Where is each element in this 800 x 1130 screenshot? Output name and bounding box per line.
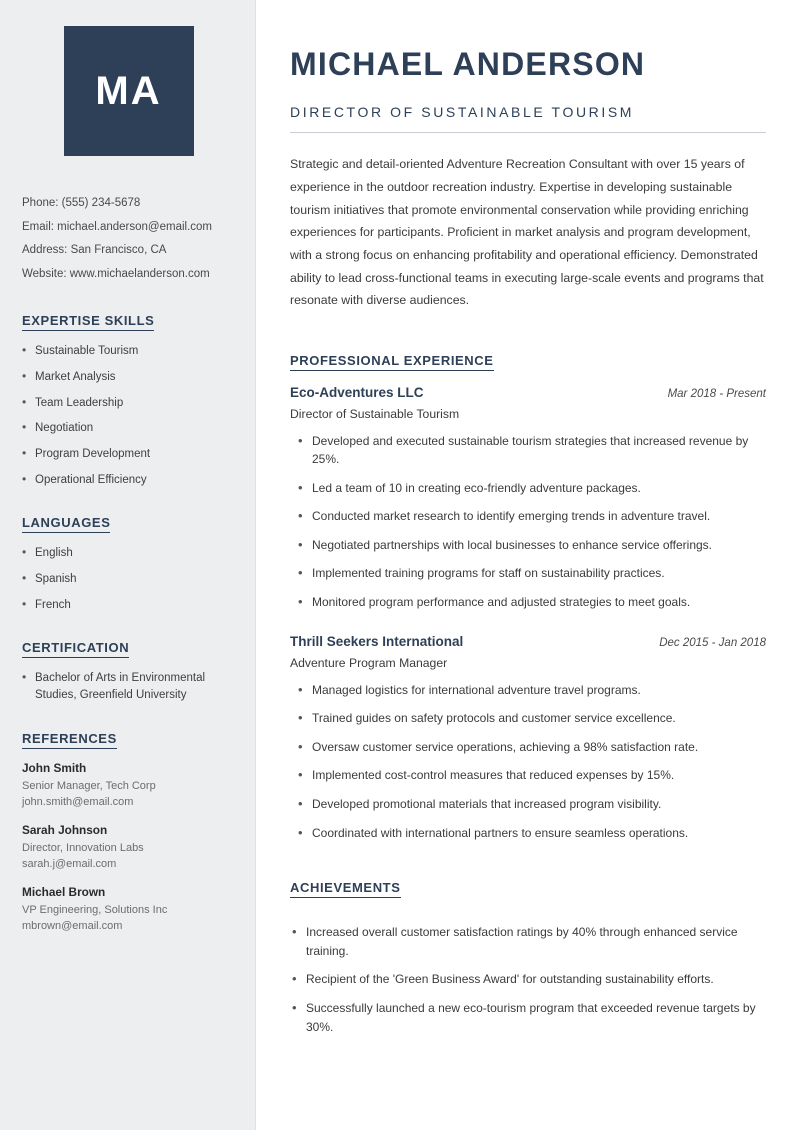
list-item: • Implemented cost-control measures that reduced expenses by 15%. xyxy=(290,766,766,785)
reference-name: John Smith xyxy=(22,760,87,775)
contact-website: Website: www.michaelanderson.com xyxy=(22,267,210,280)
certification-heading: CERTIFICATION xyxy=(22,640,129,658)
list-item: • Oversaw customer service operations, achieving a 98% satisfaction rate. xyxy=(290,738,766,757)
company-name: Eco-Adventures LLC xyxy=(290,384,424,400)
experience-entry xyxy=(290,385,766,612)
reference-email: john.smith@email.com xyxy=(22,796,134,809)
list-item: • Developed promotional materials that increased program visibility. xyxy=(290,795,766,814)
list-item: • Successfully launched a new eco-tourism program that exceeded revenue targets by 30%. xyxy=(290,999,766,1036)
list-item: • English xyxy=(22,545,235,562)
reference-title: VP Engineering, Solutions Inc xyxy=(22,903,168,916)
list-item: • Developed and executed sustainable tourism strategies that increased revenue by 25%. xyxy=(290,432,766,469)
reference-email: mbrown@email.com xyxy=(22,920,123,933)
list-item: • Market Analysis xyxy=(22,369,235,386)
experience-heading: PROFESSIONAL EXPERIENCE xyxy=(290,353,494,371)
list-item: • Bachelor of Arts in Environmental Studies, Greenfield University xyxy=(22,670,235,703)
employment-dates: Dec 2015 - Jan 2018 xyxy=(659,636,766,649)
reference-item xyxy=(22,823,235,873)
experience-header xyxy=(290,634,766,649)
sidebar xyxy=(0,0,256,1130)
languages-list xyxy=(22,545,235,613)
references-section xyxy=(22,730,235,935)
responsibility-list xyxy=(290,681,766,843)
languages-section xyxy=(22,514,235,613)
achievements-list xyxy=(290,923,766,1036)
list-item: • Negotiation xyxy=(22,420,235,437)
list-item: • Conducted market research to identify emerging trends in adventure travel. xyxy=(290,507,766,526)
list-item: • Trained guides on safety protocols and customer service excellence. xyxy=(290,709,766,728)
reference-title: Director, Innovation Labs xyxy=(22,841,144,854)
position-title: Director of Sustainable Tourism xyxy=(290,406,460,421)
reference-title: Senior Manager, Tech Corp xyxy=(22,779,156,792)
languages-heading: LANGUAGES xyxy=(22,515,110,533)
contact-email: Email: michael.anderson@email.com xyxy=(22,220,212,233)
list-item: • Monitored program performance and adjusted strategies to meet goals. xyxy=(290,593,766,612)
list-item: • Team Leadership xyxy=(22,395,235,412)
page-title: MICHAEL ANDERSON xyxy=(290,46,646,83)
skills-heading: EXPERTISE SKILLS xyxy=(22,313,154,331)
list-item: • Program Development xyxy=(22,446,235,463)
list-item: • Implemented training programs for staff on sustainability practices. xyxy=(290,564,766,583)
contact-address: Address: San Francisco, CA xyxy=(22,244,167,257)
reference-item xyxy=(22,761,235,811)
responsibility-list xyxy=(290,432,766,612)
achievements-heading: ACHIEVEMENTS xyxy=(290,880,401,898)
contact-phone: Phone: (555) 234-5678 xyxy=(22,197,141,209)
job-role-subtitle: DIRECTOR OF SUSTAINABLE TOURISM xyxy=(290,104,766,133)
certification-list xyxy=(22,670,235,703)
list-item: • Managed logistics for international adventure travel programs. xyxy=(290,681,766,700)
skills-section xyxy=(22,312,235,488)
list-item: • Operational Efficiency xyxy=(22,472,235,489)
contact-block xyxy=(22,192,235,286)
experience-header xyxy=(290,385,766,400)
reference-name: Sarah Johnson xyxy=(22,822,108,837)
company-name: Thrill Seekers International xyxy=(290,633,464,649)
main-column xyxy=(256,0,800,1130)
list-item: • Recipient of the 'Green Business Award' for outstanding sustainability efforts. xyxy=(290,970,766,989)
list-item: • French xyxy=(22,597,235,614)
reference-item xyxy=(22,885,235,935)
avatar-monogram: MA xyxy=(64,26,194,156)
certification-section xyxy=(22,639,235,703)
list-item: • Coordinated with international partners to ensure seamless operations. xyxy=(290,824,766,843)
position-title: Adventure Program Manager xyxy=(290,655,448,670)
experience-entry xyxy=(290,634,766,843)
employment-dates: Mar 2018 - Present xyxy=(667,387,766,400)
skills-list xyxy=(22,343,235,488)
list-item: • Increased overall customer satisfaction ratings by 40% through enhanced service training. xyxy=(290,923,766,960)
professional-summary: Strategic and detail-oriented Adventure Recreation Consultant with over 15 years of experience in the outdoor recreation industry. Expertise in developing sustainable tourism initiatives that promote environmental conservation while providing enriching experiences for participants. Proficient in market analysis and program development, with a strong focus on enhancing profitability and operational efficiency. Demonstrated ability to lead cross-functional teams in executing large-scale events and programs that resonate with diverse audiences. xyxy=(290,157,764,308)
list-item: • Led a team of 10 in creating eco-friendly adventure packages. xyxy=(290,479,766,498)
list-item: • Spanish xyxy=(22,571,235,588)
references-heading: REFERENCES xyxy=(22,731,117,749)
list-item: • Negotiated partnerships with local businesses to enhance service offerings. xyxy=(290,536,766,555)
reference-name: Michael Brown xyxy=(22,884,106,899)
avatar-wrap xyxy=(22,26,235,156)
list-item: • Sustainable Tourism xyxy=(22,343,235,360)
reference-email: sarah.j@email.com xyxy=(22,858,117,871)
